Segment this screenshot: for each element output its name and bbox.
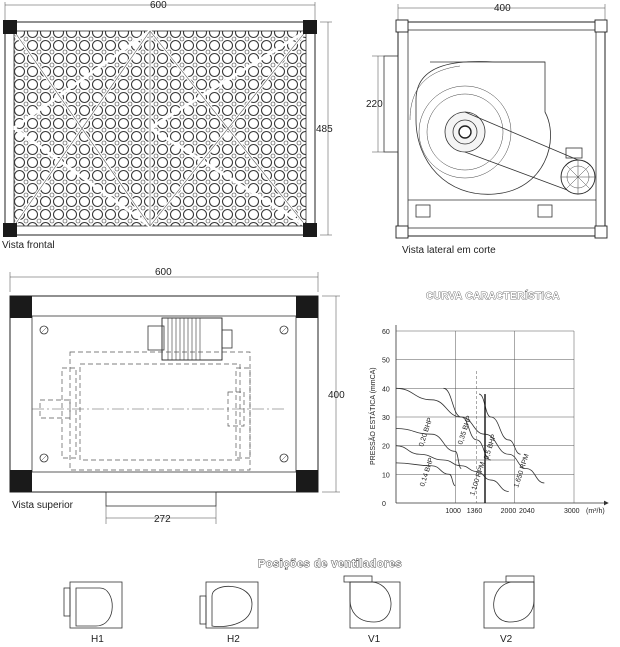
corner-block: [303, 223, 317, 237]
curve-label-035: 0,35 BHP: [457, 414, 474, 446]
fan-position-v2: [484, 576, 534, 645]
corner-block: [303, 20, 317, 34]
fan-positions: [64, 558, 534, 645]
fan-label-v1: V1: [368, 634, 381, 645]
chart-y-label: PRESSÃO ESTÁTICA (mmCA): [370, 367, 377, 465]
chart-y-tick-label: 0: [382, 501, 386, 508]
chart-y-tick-label: 40: [382, 386, 390, 394]
chart-y-tick-label: 50: [382, 357, 390, 365]
corner-block: [3, 20, 17, 34]
characteristic-chart: [368, 289, 608, 515]
top-depth-dim: 400: [328, 390, 345, 401]
top-view: [10, 267, 345, 525]
curve-label-1650rpm: 1.650 RPM: [513, 453, 531, 489]
fan-position-h1: [64, 582, 122, 645]
fan-label-h1: H1: [91, 634, 104, 645]
chart-x-tick-label: 1360: [466, 508, 483, 515]
chart-y-tick-label: 60: [382, 329, 390, 336]
chart-y-tick-label: 20: [382, 443, 390, 451]
fan-positions-title: Posições de ventiladores: [258, 558, 403, 570]
fan-label-v2: V2: [500, 634, 513, 645]
side-view-label: Vista lateral em corte: [402, 245, 496, 256]
front-height-dim: 485: [316, 124, 333, 135]
chart-x-tick-label: 3000: [564, 508, 580, 515]
side-width-dim: 400: [494, 3, 511, 14]
chart-x-tick-label: 2040: [519, 508, 535, 515]
side-view: [366, 3, 607, 256]
chart-x-tick-label: 1000: [445, 508, 461, 515]
curve-label-05: 0,5 BHP: [483, 433, 498, 461]
curve-label-1100rpm: 1.100 RPM: [469, 461, 487, 497]
fan-position-v1: [344, 576, 400, 645]
top-view-label: Vista superior: [12, 500, 73, 511]
chart-x-tick-label: 2000: [500, 508, 517, 515]
top-width-dim: 600: [155, 267, 172, 278]
top-outlet-dim: 272: [154, 514, 171, 525]
chart-y-tick-label: 10: [382, 472, 390, 480]
chart-x-ticks: [445, 508, 579, 515]
front-view: [2, 0, 333, 251]
curve-label-014: 0,14 BHP: [419, 456, 436, 488]
front-width-dim: 600: [150, 0, 167, 11]
chart-y-tick-label: 30: [382, 415, 390, 422]
curve-label-020: 0,20 BHP: [418, 416, 435, 448]
chart-x-unit: (m³/h): [586, 508, 605, 515]
chart-y-ticks: [382, 329, 390, 508]
fan-position-h2: [200, 582, 258, 645]
corner-block: [3, 223, 17, 237]
side-outlet-dim: 220: [366, 99, 383, 110]
front-view-label: Vista frontal: [2, 240, 55, 251]
fan-label-h2: H2: [227, 634, 240, 645]
chart-title: CURVA CARACTERÍSTICA: [426, 291, 560, 302]
